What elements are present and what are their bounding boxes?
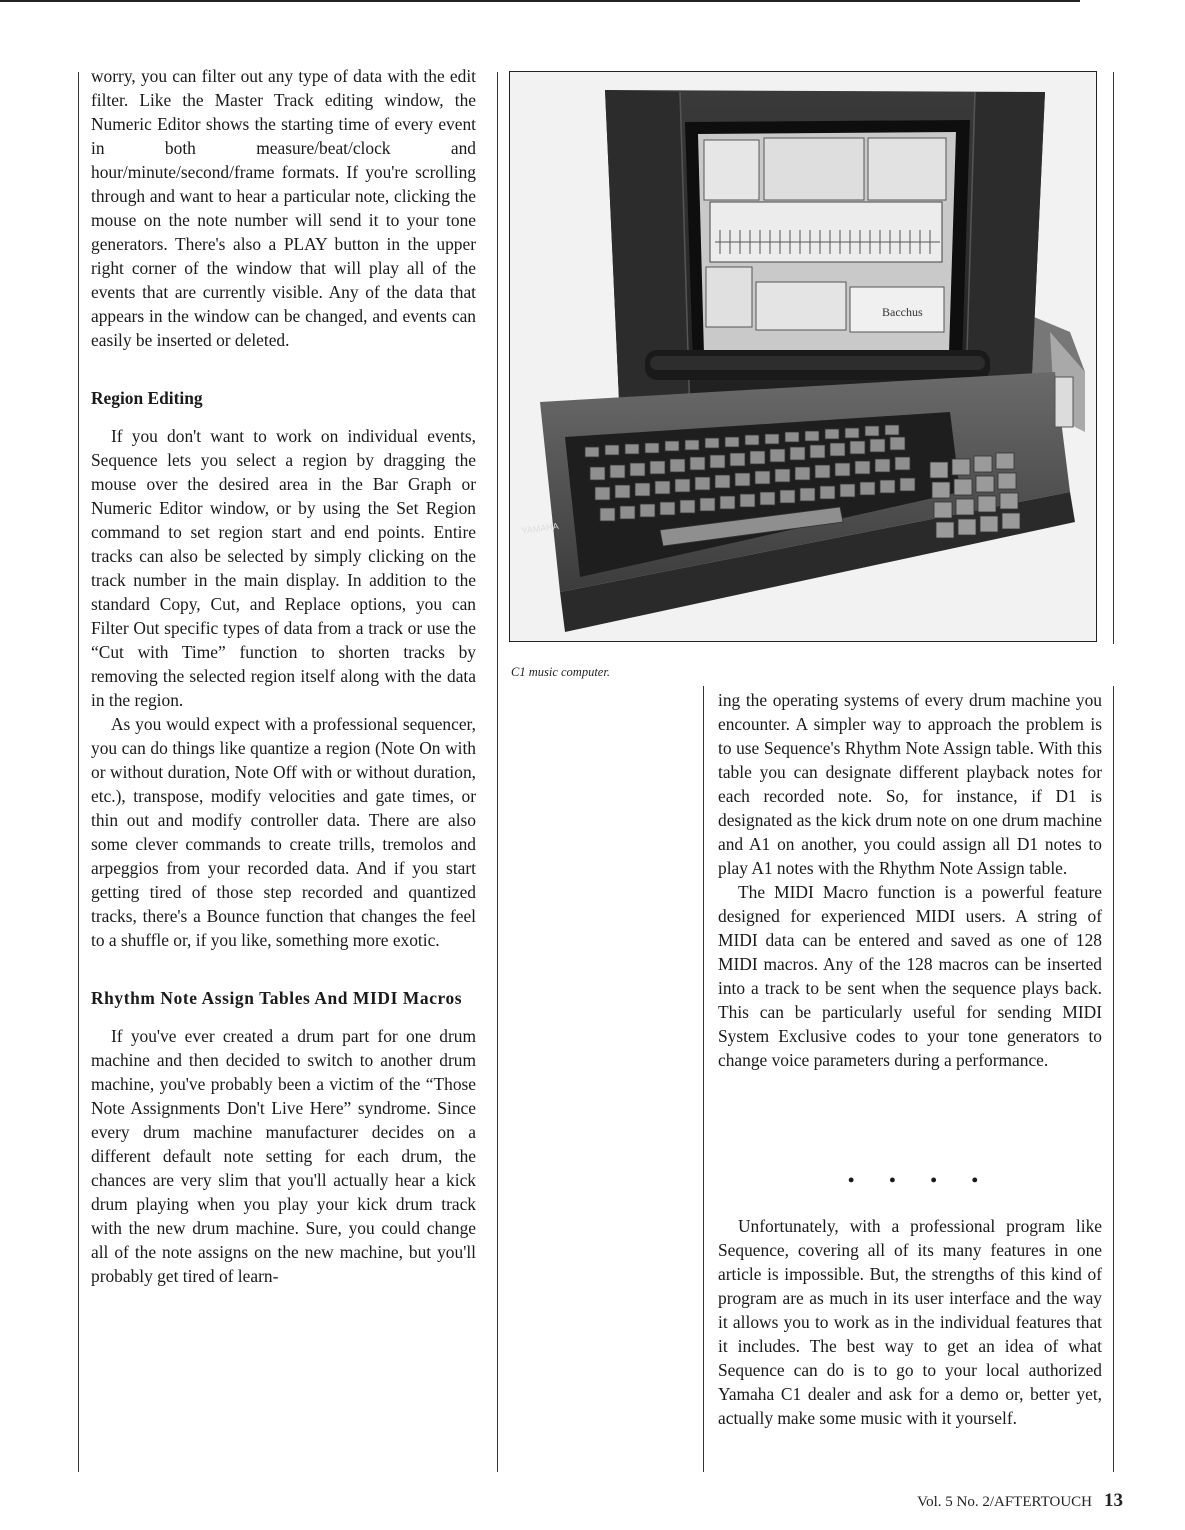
- right-column: [718, 688, 1102, 1072]
- column-rule-right-lower: [1113, 686, 1114, 1472]
- screen-brand-text: Bacchus: [882, 305, 923, 319]
- right-column-closing: [718, 1214, 1102, 1430]
- column-rule-right-body: [703, 686, 704, 1472]
- dot: •: [930, 1170, 937, 1190]
- paragraph: Unfortunately, with a professional program like Sequence, covering all of its many features in one article is impossible. But, the strengths of this kind of program are as much in its user interface and the way it allows you to work as in the individual features that it includes. The best way to get an idea of what Sequence can do is to go to your local authorized Yamaha C1 dealer and ask for a demo or, better yet, actually make some music with it yourself.: [718, 1216, 1102, 1428]
- section-break-dots: [848, 1170, 978, 1191]
- paragraph: worry, you can filter out any type of data with the edit filter. Like the Master Track editing window, the Numeric Editor shows the starting time of every event in both measure/beat/clock and hour/minute/second/frame formats. If you're scrolling through and want to hear a particular note, clicking the mouse on the note number will send it to your tone generators. There's also a PLAY button in the upper right corner of the window that will play all of the events that are currently visible. Any of the data that appears in the window can be changed, and events can easily be inserted or deleted.: [91, 66, 476, 350]
- paragraph: The MIDI Macro function is a powerful feature designed for experienced MIDI users. A string of MIDI data can be entered and saved as one of 128 MIDI macros. Any of the 128 macros can be inserted into a track to be sent when the sequence plays back. This can be particularly useful for sending MIDI System Exclusive codes to your tone generators to change voice parameters during a performance.: [718, 882, 1102, 1070]
- paragraph: ing the operating systems of every drum machine you encounter. A simpler way to approach the problem is to use Sequence's Rhythm Note Assign table. With this table you can designate different playback notes for each recorded note. So, for instance, if D1 is designated as the kick drum note on one drum machine and A1 on another, you could assign all D1 notes to play A1 notes with the Rhythm Note Assign table.: [718, 690, 1102, 878]
- issue-label: Vol. 5 No. 2/AFTERTOUCH: [917, 1494, 1092, 1510]
- c1-computer-illustration: [510, 72, 1095, 640]
- column-rule-left: [78, 72, 79, 1472]
- paragraph: If you've ever created a drum part for one drum machine and then decided to switch to another drum machine, you've probably been a victim of the “Those Note Assignments Don't Live Here” syndrome. Since every drum machine manufacturer decides on a different default note setting for each drum, the chances are very slim that you'll actually hear a kick drum playing when you play your kick drum track with the new drum machine. Sure, you could change all of the note assigns on the new machine, but you'll probably get tired of learn-: [91, 1026, 476, 1286]
- computer-photo: [509, 71, 1097, 642]
- column-rule-right-upper: [1113, 72, 1114, 644]
- page-footer: [917, 1490, 1123, 1512]
- paragraph: If you don't want to work on individual events, Sequence lets you select a region by dragging the mouse over the desired area in the Bar Graph or Numeric Editor window, or by using the Set Region command to set region start and end points. Entire tracks can also be selected by simply clicking on the track number in the main display. In addition to the standard Copy, Cut, and Replace options, you can Filter Out specific types of data from a track or use the “Cut with Time” function to shorten tracks by removing the selected region itself along with the data in the region.: [91, 426, 476, 710]
- paragraph: As you would expect with a professional sequencer, you can do things like quantize a region (Note On with or without duration, Note Off with or without duration, etc.), transpose, modify velocities and gate times, or thin out and modify controller data. There are also some clever commands to create trills, tremolos and arpeggios from your recorded data. And if you start getting tired of those step recorded and quantized tracks, there's a Bounce function that changes the feel to a shuffle or, if you like, something more exotic.: [91, 714, 476, 950]
- page-number: 13: [1104, 1490, 1123, 1511]
- column-rule-middle: [497, 72, 498, 1472]
- photo-caption: C1 music computer.: [511, 665, 610, 679]
- dot: •: [848, 1170, 855, 1190]
- keyboard-brand-text: YAMAHA: [520, 520, 560, 536]
- dot: •: [971, 1170, 978, 1190]
- section-heading: Rhythm Note Assign Tables And MIDI Macros: [91, 988, 463, 1008]
- left-column: [91, 64, 476, 1288]
- dot: •: [889, 1170, 896, 1190]
- top-rule: [0, 0, 1080, 2]
- section-heading: Region Editing: [91, 388, 203, 408]
